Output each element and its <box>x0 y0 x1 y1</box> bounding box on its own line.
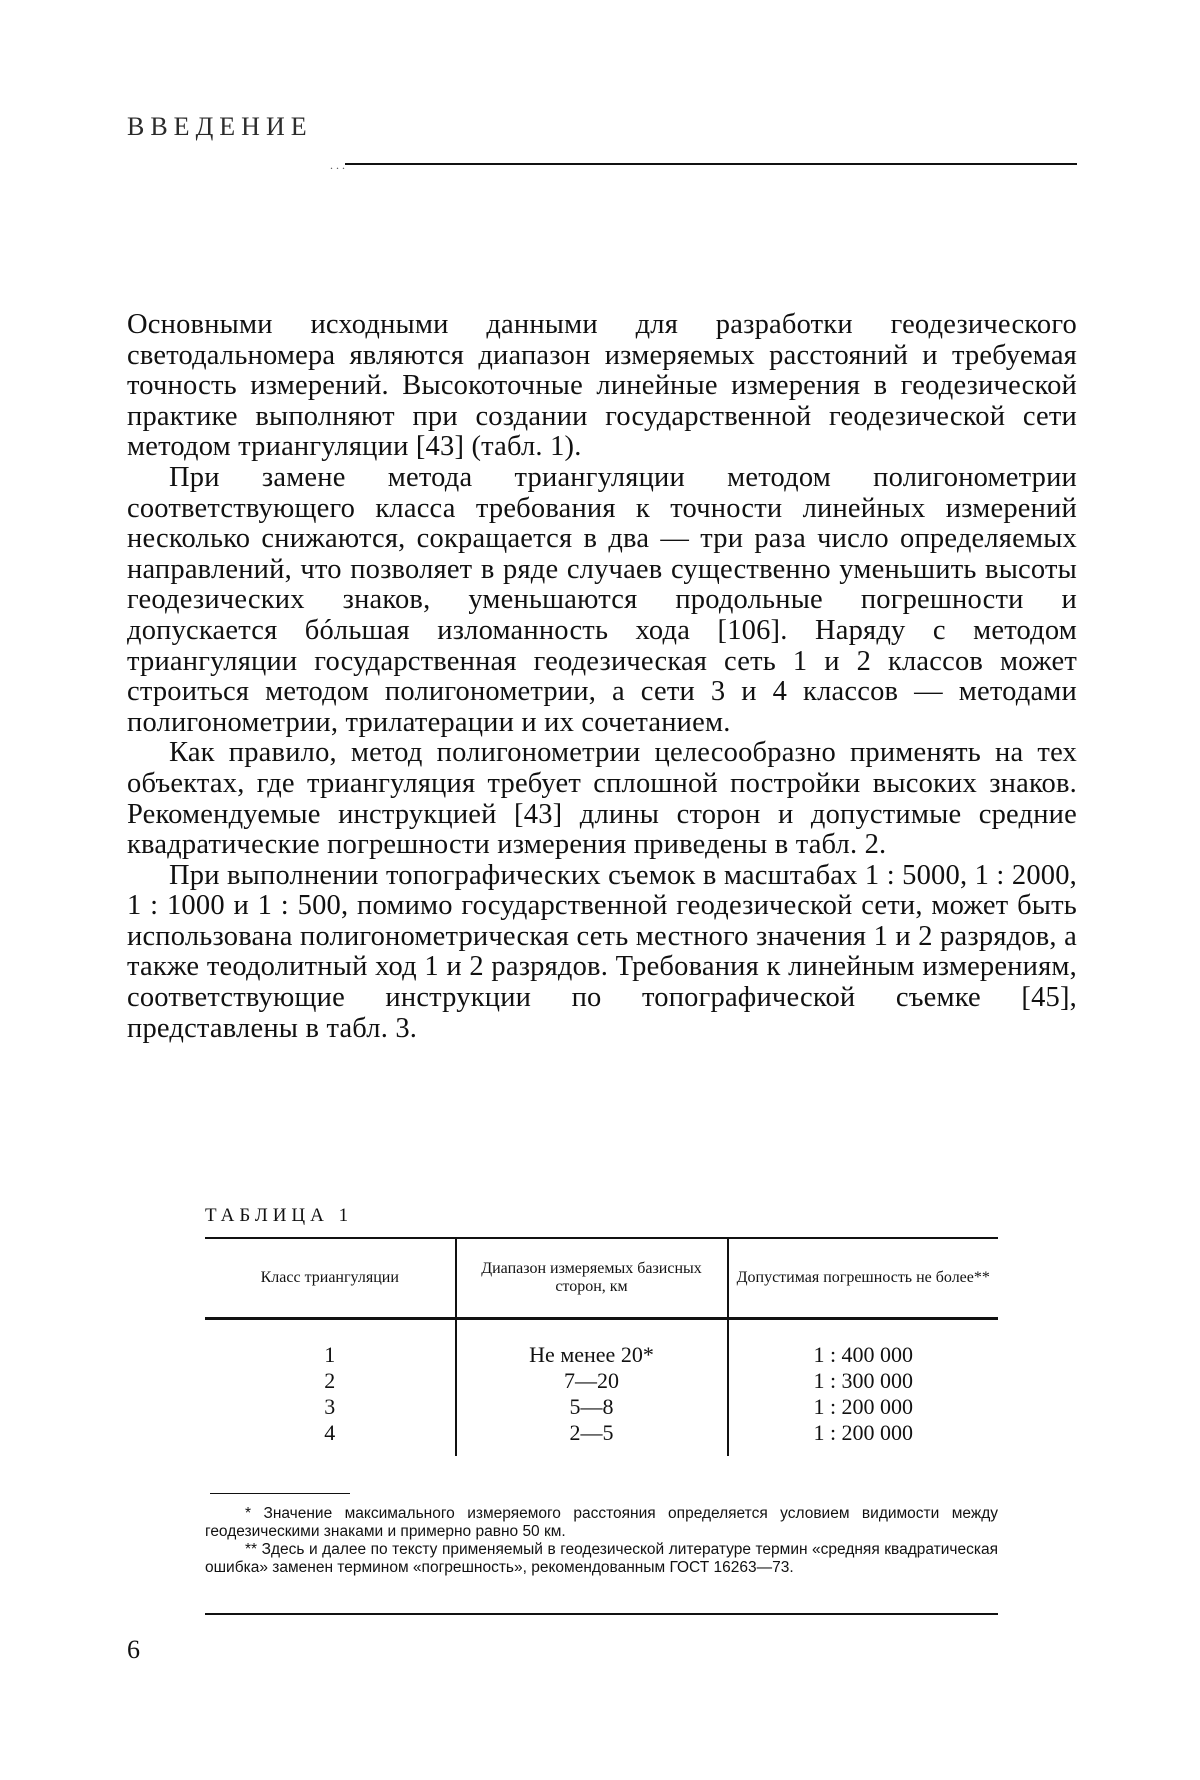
table-row <box>205 1368 998 1394</box>
paragraph-2: При замене метода триангуляции методом полигонометрии соответствующего класса требования к точности линейных измерений несколько снижаются, сокращается в два — три раза число определяемых направлений, что позволяет в ряде случаев существенно уменьшить высоты геодезических знаков, уменьшаются продольные погрешности и допускается бóльшая изломанность хода [106]. Наряду с методом триангуляции государственная геодезическая сеть 1 и 2 классов может строиться методом полигонометрии, а сети 3 и 4 классов — методами полигонометрии, трилатерации и их сочетанием. <box>127 461 1077 738</box>
running-head: ВВЕДЕНИЕ <box>127 112 313 141</box>
table-1 <box>205 1237 998 1456</box>
header-rule-dots: . . . <box>330 158 345 172</box>
cell-range: 7—20 <box>456 1368 728 1394</box>
paragraph-4: При выполнении топографических съемок в масштабах 1 : 5000, 1 : 2000, 1 : 1000 и 1 : 500, помимо государственной геодезической сети, может быть использована полигонометрическая сеть местного значения 1 и 2 разрядов, а также теодолитный ход 1 и 2 разрядов. Требования к линейным измерениям, соответствующие инструкции по топографической съемке [45], представлены в табл. 3. <box>127 859 1077 1044</box>
paragraph-3: Как правило, метод полигонометрии целесообразно применять на тех объектах, где триангуляция требует сплошной постройки высоких знаков. Рекомендуемые инструкцией [43] длины сторон и допустимые средние квадратические погрешности измерения приведены в табл. 2. <box>127 737 1077 861</box>
cell-class: 3 <box>324 1394 336 1419</box>
cell-error: 1 : 300 000 <box>728 1368 999 1394</box>
header-rule <box>345 163 1077 165</box>
table-row <box>205 1420 998 1456</box>
page-number: 6 <box>127 1635 140 1664</box>
cell-error: 1 : 200 000 <box>728 1394 999 1420</box>
cell-range: Не менее 20* <box>456 1319 728 1369</box>
cell-error: 1 : 200 000 <box>728 1420 999 1456</box>
cell-error: 1 : 400 000 <box>728 1319 999 1369</box>
paragraph-1: Основными исходными данными для разработки геодезического светодальномера являются диапазон измеряемых расстояний и требуемая точность измерений. Высокоточные линейные измерения в геодезической практике выполняют при создании государственной геодезической сети методом триангуляции [43] (табл. 1). <box>127 309 1077 463</box>
body-text <box>127 310 1077 1044</box>
footnote-2: ** Здесь и далее по тексту применяемый в геодезической литературе термин «средняя квадратическая ошибка» заменен термином «погрешность», рекомендованным ГОСТ 16263—73. <box>205 1541 998 1576</box>
table-header-row <box>205 1238 998 1319</box>
header-range: Диапазон измеряемых базисных сторон, км <box>456 1238 728 1319</box>
bottom-rule <box>205 1613 998 1615</box>
header-class: Класс триангуляции <box>205 1238 456 1319</box>
footnote-rule <box>210 1493 350 1494</box>
footnotes <box>205 1505 998 1577</box>
table-row <box>205 1394 998 1420</box>
cell-class: 2 <box>324 1368 336 1393</box>
footnote-1: * Значение максимального измеряемого расстояния определяется условием видимости между геодезическими знаками и примерно равно 50 км. <box>205 1505 998 1540</box>
table-caption: ТАБЛИЦА 1 <box>205 1205 354 1226</box>
cell-range: 2—5 <box>456 1420 728 1456</box>
table-row <box>205 1319 998 1369</box>
data-table <box>205 1237 998 1456</box>
cell-class: 4 <box>324 1420 336 1445</box>
cell-class: 1 <box>324 1342 336 1367</box>
cell-range: 5—8 <box>456 1394 728 1420</box>
header-error: Допустимая погрешность не более** <box>728 1238 999 1319</box>
